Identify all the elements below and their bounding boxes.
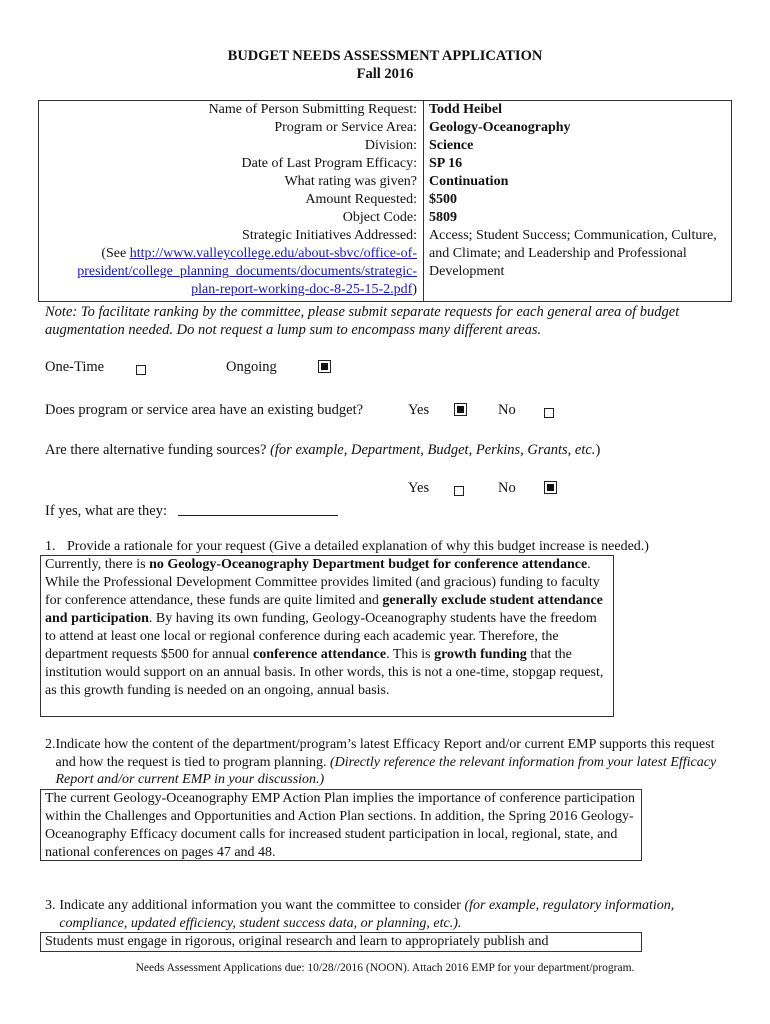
alt-funding-no-label: No	[498, 480, 516, 496]
answer-text: Currently, there is	[45, 557, 150, 572]
alt-funding-yes-label: Yes	[408, 480, 430, 496]
table-row	[39, 137, 732, 155]
answer-text: that the institution would support on an annual basis. In other words, this is not a one-time, stopgap request, as this growth funding is needed on an ongoing, annual basis.	[45, 647, 604, 698]
if-yes-label: If yes, what are they:	[45, 503, 167, 519]
answer-text: . This is	[386, 647, 435, 662]
answer-bold: no Geology-Oceanography Department budget for conference attendance	[149, 557, 588, 572]
question-2-answer-box[interactable]: The current Geology-Oceanography EMP Action Plan implies the importance of conference participation within the Challenges and Opportunities and Action Plan sections. In addition, the Spring 2016 Geology-Oceanography Efficacy document calls for increased student participation in local, regional, state, and national conferences on pages 47 and 48.	[40, 789, 642, 861]
rating-label: What rating was given?	[39, 173, 424, 191]
table-row	[39, 119, 732, 137]
question-1-answer-box[interactable]	[40, 555, 614, 717]
efficacy-date-value: SP 16	[424, 155, 732, 173]
division-label: Division:	[39, 137, 424, 155]
table-row	[39, 101, 732, 120]
question-3-prompt	[59, 897, 725, 932]
division-value: Science	[424, 137, 732, 155]
question-1-number: 1.	[45, 539, 56, 554]
question-3-prompt-italic: (for example, regulatory information, compliance, updated efficiency, student success data, or planning, etc.).	[59, 898, 675, 931]
existing-budget-yes-checkbox[interactable]	[454, 403, 467, 421]
answer-text: . By having its own funding, Geology-Oceanography students have the freedom to attend at least one local or regional conference during each academic year. Therefore, the department requests $500 for annual	[45, 611, 597, 662]
empty-checkbox-icon	[136, 365, 146, 375]
alt-funding-close: )	[595, 442, 601, 458]
existing-budget-yes-label: Yes	[408, 402, 430, 418]
program-value: Geology-Oceanography	[424, 119, 732, 137]
alt-funding-question	[45, 442, 600, 459]
empty-checkbox-icon	[544, 408, 554, 418]
question-3	[45, 897, 725, 932]
question-2-prompt-text: Indicate how the content of the department/program’s latest Efficacy Report and/or current EMP supports this request and how the request is tied to program planning.	[55, 737, 715, 770]
one-time-checkbox[interactable]	[136, 363, 146, 380]
strategic-value: Access; Student Success; Communication, Culture, and Climate; and Leadership and Professional Development	[424, 227, 732, 302]
question-2-prompt	[56, 736, 726, 789]
request-info-table	[38, 100, 732, 302]
table-row	[39, 155, 732, 173]
question-2-number: 2.	[45, 737, 56, 752]
alt-funding-example: (for example, Department, Budget, Perkins, Grants, etc.	[270, 442, 596, 458]
answer-bold: conference attendance	[253, 647, 387, 662]
question-2-line	[45, 736, 725, 789]
ongoing-label: Ongoing	[226, 359, 277, 375]
existing-budget-no-label: No	[498, 402, 516, 418]
form-term: Fall 2016	[356, 66, 414, 82]
answer-bold: growth funding	[434, 647, 527, 662]
question-3-prompt-text: Indicate any additional information you want the committee to consider	[59, 898, 465, 913]
question-3-line	[45, 897, 725, 932]
alt-funding-yes-checkbox[interactable]	[454, 484, 464, 501]
empty-checkbox-icon	[454, 486, 464, 496]
strategic-label: Strategic Initiatives Addressed:	[242, 228, 417, 243]
form-title: BUDGET NEEDS ASSESSMENT APPLICATION	[227, 48, 543, 64]
table-row	[39, 173, 732, 191]
due-date-footer: Needs Assessment Applications due: 10/28//2016 (NOON). Attach 2016 EMP for your department/program.	[135, 962, 635, 974]
question-2-prompt-italic: (Directly reference the relevant information from your latest Efficacy Report and/or current EMP in your discussion.)	[55, 754, 717, 787]
question-1	[45, 538, 745, 556]
checked-checkbox-icon	[318, 360, 331, 373]
ranking-note: Note: To facilitate ranking by the committee, please submit separate requests for each general area of budget augmentation needed. Do not request a lump sum to encompass many different areas.	[45, 304, 680, 338]
table-row	[39, 209, 732, 227]
object-code-value: 5809	[424, 209, 732, 227]
name-value: Todd Heibel	[424, 101, 732, 120]
amount-value: $500	[424, 191, 732, 209]
object-code-label: Object Code:	[39, 209, 424, 227]
strategic-plan-link-3[interactable]: plan-report-working-doc-8-25-15-2.pdf	[191, 282, 413, 297]
strategic-plan-link-2[interactable]: president/college_planning_documents/documents/strategic-	[77, 264, 417, 279]
amount-label: Amount Requested:	[39, 191, 424, 209]
strategic-close: )	[412, 282, 417, 297]
alt-funding-no-checkbox[interactable]	[544, 481, 557, 499]
rating-value: Continuation	[424, 173, 732, 191]
existing-budget-question: Does program or service area have an existing budget?	[45, 402, 364, 418]
program-label: Program or Service Area:	[39, 119, 424, 137]
answer-bold: generally exclude student attendance and participation	[45, 593, 603, 626]
strategic-plan-link-1[interactable]: http://www.valleycollege.edu/about-sbvc/office-of-	[129, 246, 417, 261]
table-row	[39, 227, 732, 302]
question-1-prompt: Provide a rationale for your request (Give a detailed explanation of why this budget increase is needed.)	[67, 539, 649, 554]
alt-funding-question-text: Are there alternative funding sources?	[45, 442, 271, 458]
question-3-answer-box[interactable]: Students must engage in rigorous, original research and learn to appropriately publish and	[40, 932, 642, 952]
answer-text: . While the Professional Development Committee provides limited (and gracious) funding to faculty for conference attendance, these funds are quite limited and	[45, 557, 600, 608]
strategic-see: (See	[101, 246, 130, 261]
name-label: Name of Person Submitting Request:	[39, 101, 424, 120]
question-2	[45, 736, 725, 789]
question-3-number: 3.	[45, 898, 56, 913]
table-row	[39, 191, 732, 209]
existing-budget-no-checkbox[interactable]	[544, 406, 554, 423]
efficacy-date-label: Date of Last Program Efficacy:	[39, 155, 424, 173]
ongoing-checkbox[interactable]	[318, 360, 331, 378]
checked-checkbox-icon	[454, 403, 467, 416]
checked-checkbox-icon	[544, 481, 557, 494]
strategic-label-cell	[39, 227, 424, 302]
if-yes-field[interactable]	[178, 515, 338, 516]
one-time-label: One-Time	[45, 359, 105, 375]
